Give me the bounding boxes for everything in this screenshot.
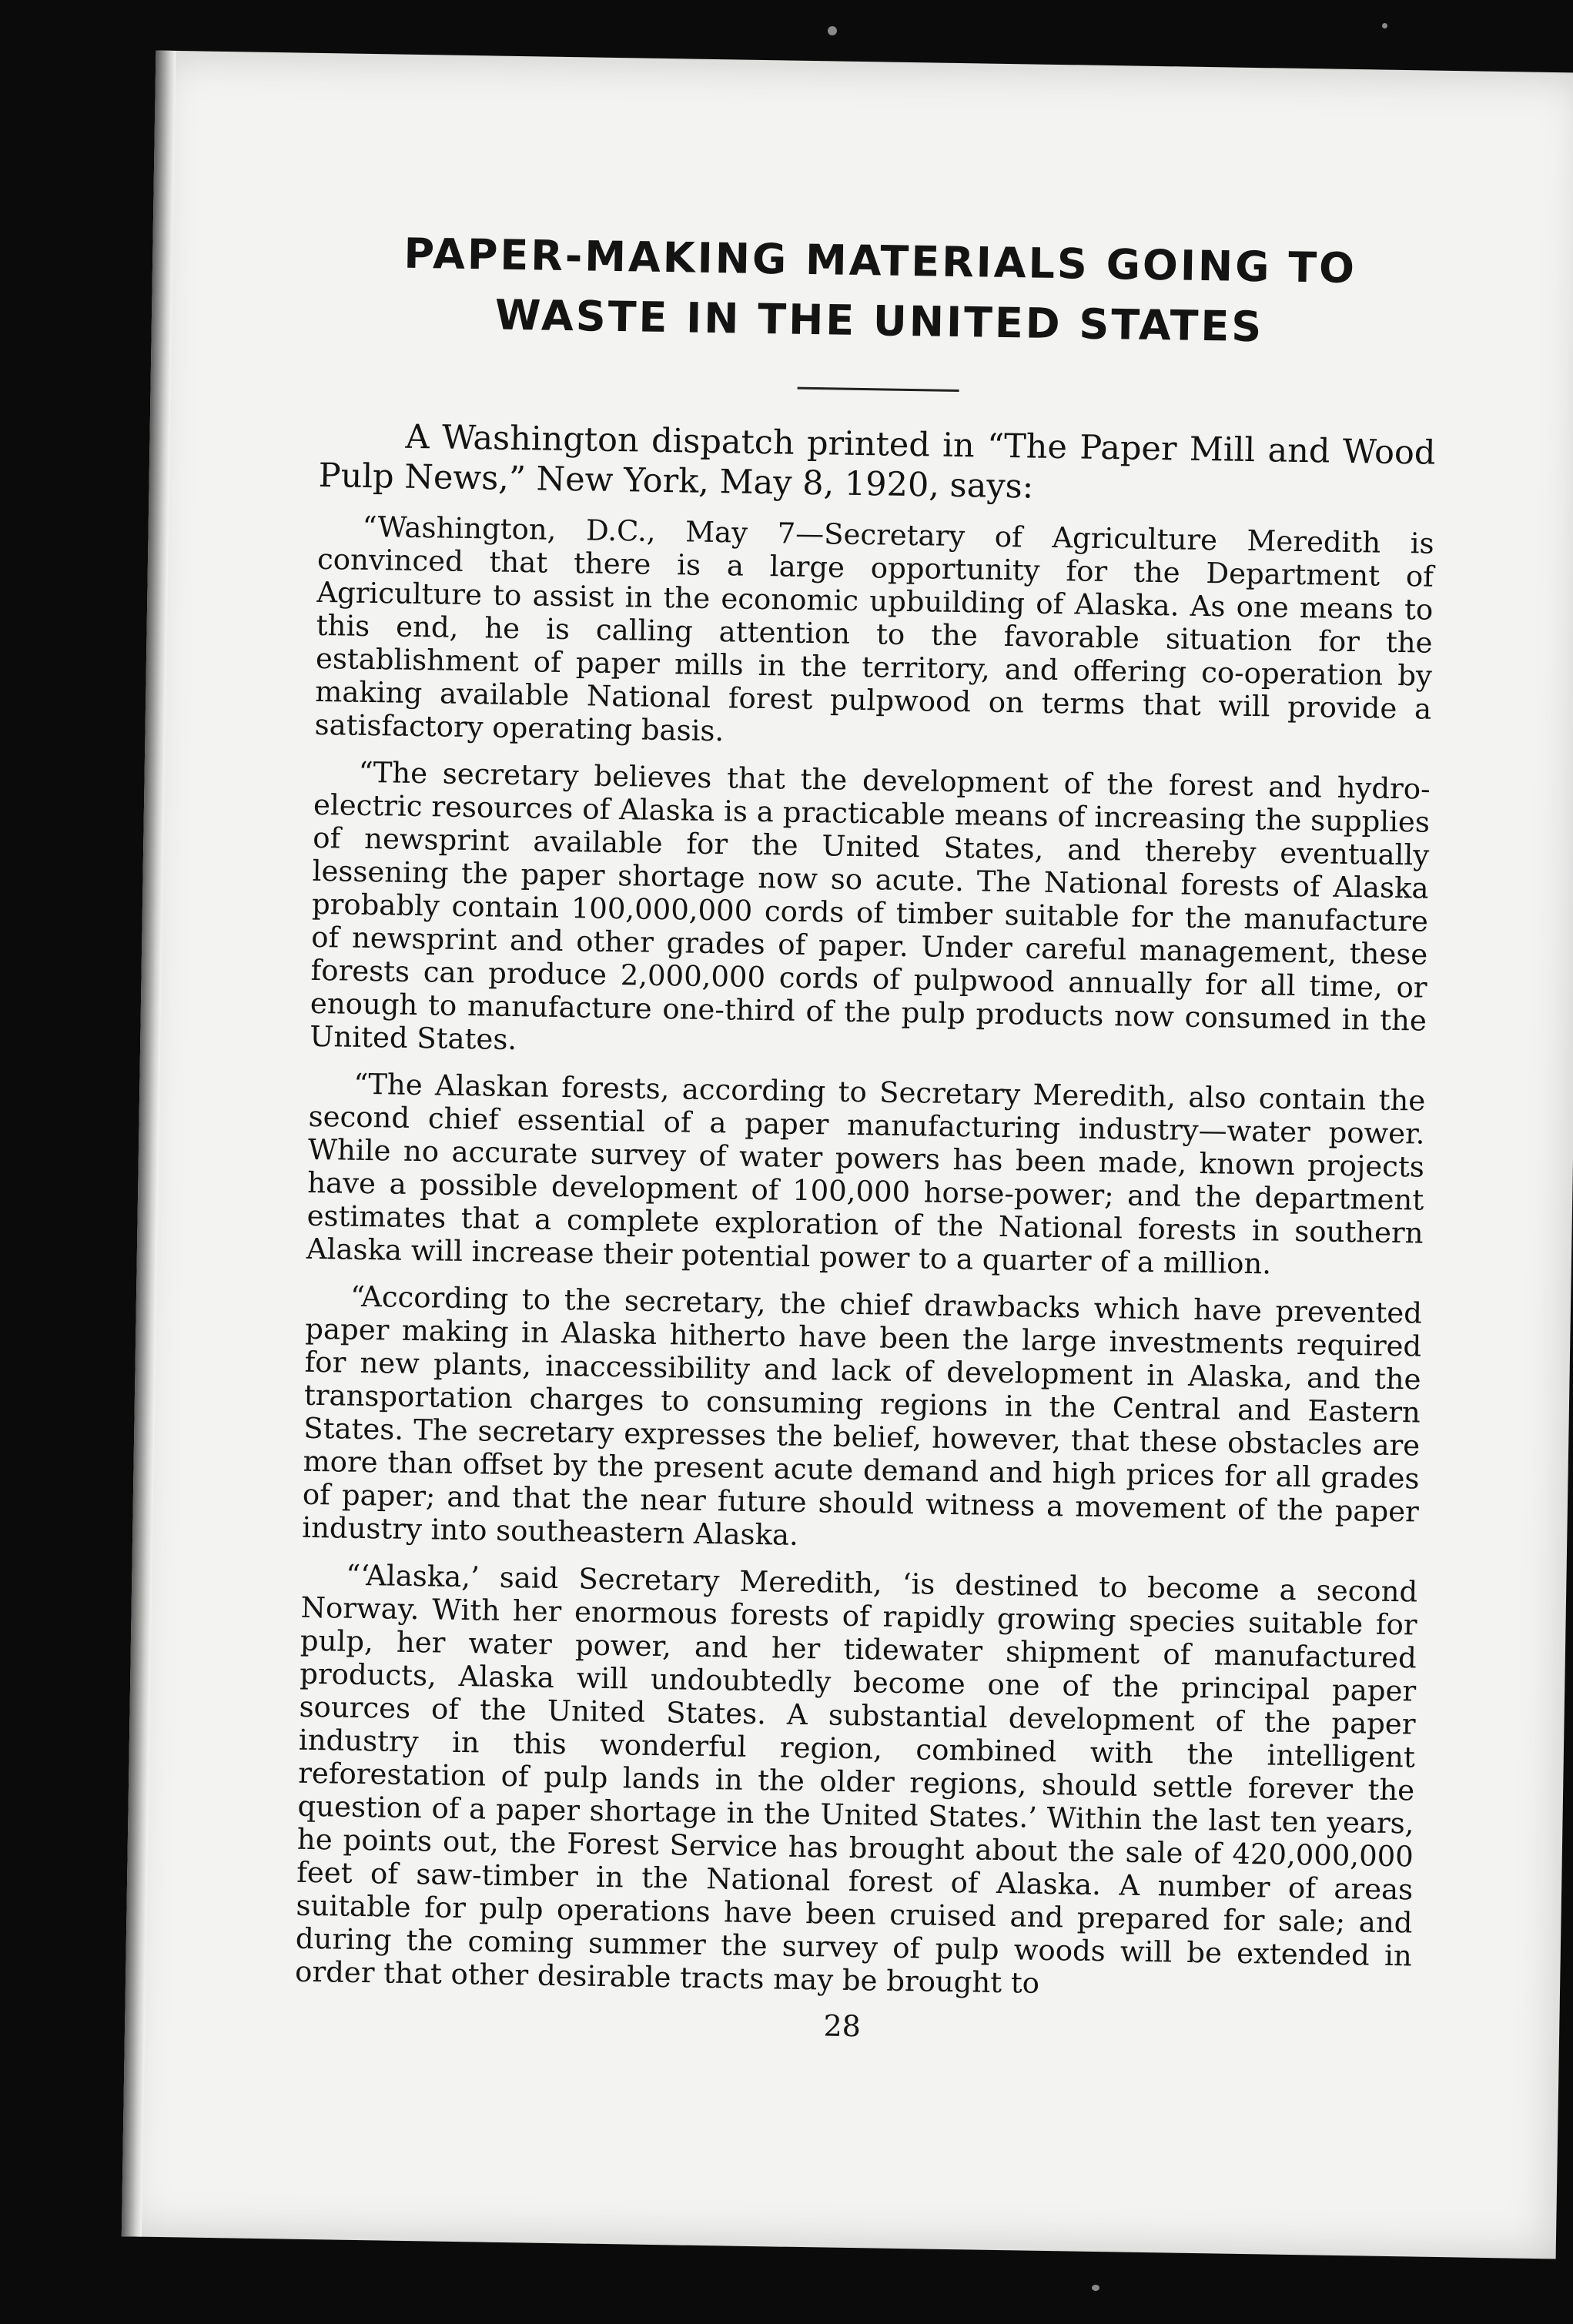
article — [295, 222, 1439, 2019]
body-paragraph-4: “According to the secretary, the chief drawbacks which have prevented paper making in Alaska hitherto have been the large investments required for new plants, inaccessibility and lack of development in Alaska, and the transportation charges to consuming regions in the Central and Eastern States. The secretary expresses the belief, however, that these obstacles are more than offset by the present acute demand and high prices for all grades of paper; and that the near future should witness a movement of the paper industry into southeastern Alaska. — [301, 1279, 1423, 1552]
title-line-1: PAPER-MAKING MATERIALS GOING TO — [403, 229, 1357, 293]
body-paragraph-3: “The Alaskan forests, according to Secretary Meredith, also contain the second chief essential of a paper manufacturing industry—water power. While no accurate survey of water powers has been made, known projects have a possible development of 100,000 horse-power; and the department estimates that a complete exploration of the National forests in southern Alaska will increase their potential power to a quarter of a million. — [306, 1067, 1426, 1281]
title-line-2: WASTE IN THE UNITED STATES — [494, 290, 1264, 352]
document-page — [122, 51, 1573, 2259]
page-binding-edge — [122, 51, 176, 2237]
body-paragraph-2: “The secretary believes that the development of the forest and hydro-electric resources of Alaska is a practicable means of increasing the supplies of newsprint available for the United States, and thereby eventually lessening the paper shortage now so acute. The National forests of Alaska probably contain 100,000,000 cords of timber suitable for the manufacture of newsprint and other grades of paper. Under careful management, these forests can produce 2,000,000 cords of pulpwood annually for all time, or enough to manufacture one-third of the pulp products now consumed in the United States. — [309, 755, 1431, 1057]
article-title — [320, 222, 1438, 360]
body-paragraph-5: “‘Alaska,’ said Secretary Meredith, ‘is destined to become a second Norway. With her enormous forests of rapidly growing species suitable for pulp, her water power, and her tidewater shipment of manufactured products, Alaska will undoubtedly become one of the principal paper sources of the United States. A substantial development of the paper industry in this wonderful region, combined with the intelligent reforestation of pulp lands in the older regions, should settle forever the question of a paper shortage in the United States.’ Within the last ten years, he points out, the Forest Service has brought about the sale of 420,000,000 feet of saw-timber in the National forest of Alaska. A number of areas suitable for pulp operations have been cruised and prepared for sale; and during the coming summer the survey of pulp woods will be extended in order that other desirable tracts may be brought to — [294, 1558, 1418, 2000]
lead-paragraph: A Washington dispatch printed in “The Paper Mill and Wood Pulp News,” New York, May 8, 1920, says: — [318, 417, 1436, 507]
dust-speck — [1382, 23, 1387, 28]
page-number: 28 — [823, 2008, 862, 2044]
dust-speck — [828, 26, 837, 35]
dust-speck — [1092, 2285, 1099, 2291]
title-divider — [798, 387, 959, 392]
body-paragraph-1: “Washington, D.C., May 7—Secretary of Agriculture Meredith is convinced that there is a large opportunity for the Department of Agriculture to assist in the economic upbuilding of Alaska. As one means to this end, he is calling attention to the favorable situation for the establishment of paper mills in the territory, and offering co-operation by making available National forest pulpwood on terms that will provide a satisfactory operating basis. — [314, 510, 1434, 748]
